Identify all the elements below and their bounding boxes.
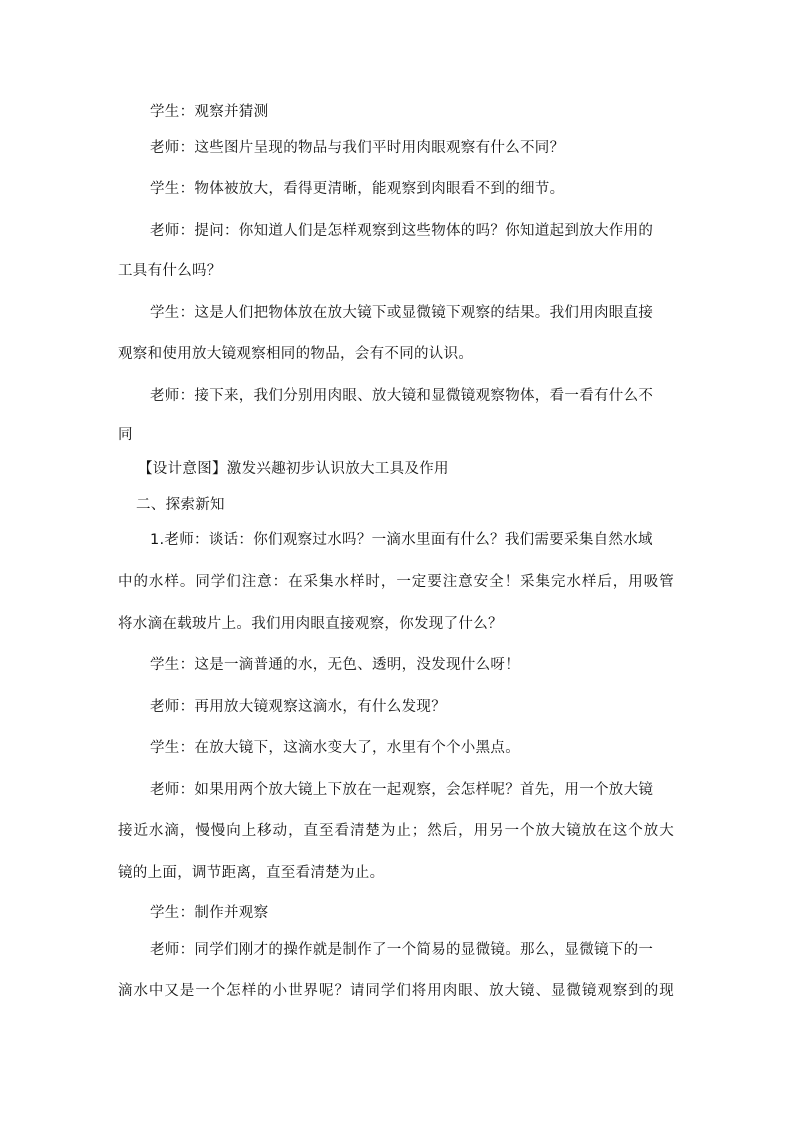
design-intent-note: 【设计意图】激发兴趣初步认识放大工具及作用: [138, 461, 449, 477]
section-heading: 二、探索新知: [136, 497, 225, 513]
paragraph-line: 学生：制作并观察: [150, 905, 269, 921]
paragraph-line: 1.老师：谈话：你们观察过水吗？一滴水里面有什么？我们需要采集自然水域: [150, 532, 653, 548]
paragraph-line: 老师：同学们刚才的操作就是制作了一个简易的显微镜。那么，显微镜下的一: [150, 942, 654, 958]
paragraph-line: 学生：这是一滴普通的水，无色、透明，没发现什么呀！: [150, 657, 520, 673]
paragraph-line: 工具有什么吗？: [118, 263, 222, 279]
paragraph-line: 学生：物体被放大，看得更清晰，能观察到肉眼看不到的细节。: [150, 181, 565, 197]
paragraph-line: 老师：接下来，我们分别用肉眼、放大镜和显微镜观察物体，看一看有什么不: [150, 388, 654, 404]
paragraph-line: 老师：如果用两个放大镜上下放在一起观察，会怎样呢？首先，用一个放大镜: [150, 782, 654, 798]
paragraph-line: 滴水中又是一个怎样的小世界呢？请同学们将用肉眼、放大镜、显微镜观察到的现: [118, 983, 674, 999]
paragraph-line: 老师：提问：你知道人们是怎样观察到这些物体的吗？你知道起到放大作用的: [150, 223, 654, 239]
paragraph-line: 学生：在放大镜下，这滴水变大了，水里有个个小黑点。: [150, 740, 520, 756]
paragraph-line: 镜的上面，调节距离，直至看清楚为止。: [118, 865, 385, 881]
paragraph-line: 老师：再用放大镜观察这滴水，有什么发现？: [150, 699, 446, 715]
paragraph-line: 老师：这些图片呈现的物品与我们平时用肉眼观察有什么不同？: [150, 140, 565, 156]
paragraph-line: 学生：这是人们把物体放在放大镜下或显微镜下观察的结果。我们用肉眼直接: [150, 305, 654, 321]
paragraph-line: 观察和使用放大镜观察相同的物品，会有不同的认识。: [118, 346, 474, 362]
paragraph-line: 学生：观察并猜测: [150, 104, 269, 120]
paragraph-line: 接近水滴，慢慢向上移动，直至看清楚为止；然后，用另一个放大镜放在这个放大: [118, 823, 674, 839]
paragraph-line: 中的水样。同学们注意：在采集水样时，一定要注意安全！采集完水样后，用吸管: [118, 574, 674, 590]
paragraph-line: 将水滴在载玻片上。我们用肉眼直接观察，你发现了什么？: [118, 616, 503, 632]
paragraph-line: 同: [118, 427, 133, 443]
